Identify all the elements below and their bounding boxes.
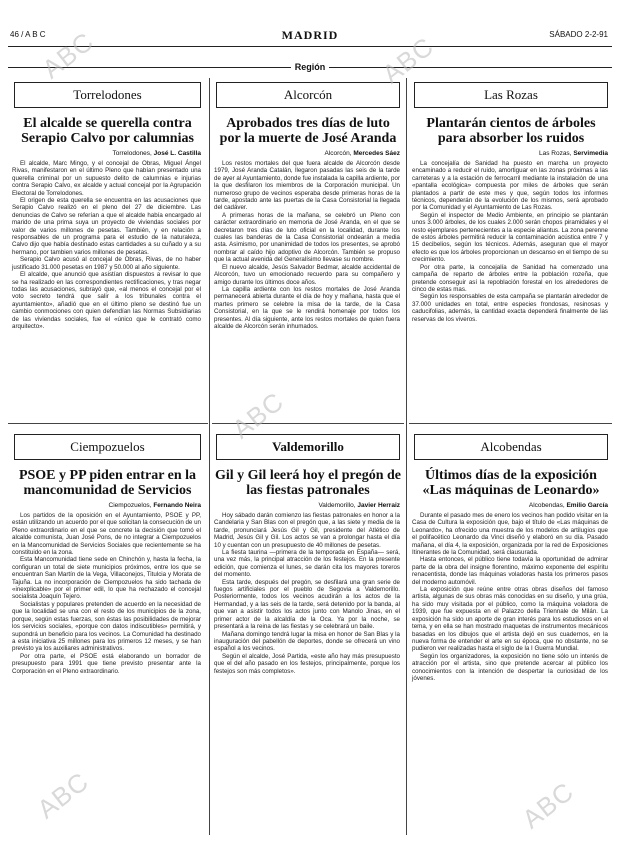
page-number: 46 / A B C xyxy=(10,30,46,39)
paragraph: La concejalía de Sanidad ha puesto en marcha un proyecto encaminado a reducir el ruido, amortiguar en las zonas próximas a las carreteras y a la estación de ferrocarril mediante la instalación de una «pantalla ecológica» compuesta por miles de árboles que serán plantados a partir de este mes y que, según todos los informes técnicos, dependerán de la evolución de los mismos, será aprobado por la Comunidad y el Ayuntamiento de Las Rozas. xyxy=(412,160,608,212)
paragraph: Hoy sábado darán comienzo las fiestas patronales en honor a la Candelaria y San Blas con el pregón que, a las siete y media de la tarde, pronunciará Jesús Gil y Gil, presidente del Atlético de Madrid, Jesús Gil y Gil. Los actos se van a prolongar hasta el día 10 y cuentan con un presupuesto de 40 millones de pesetas. xyxy=(214,512,400,549)
paragraph: Por otra parte, la concejalía de Sanidad ha comenzado una campaña de reparto de árboles entre la población rozeña, que pretende conseguir así la repoblación forestal en los alrededores de cinco de estas mas. xyxy=(412,263,608,293)
article-body xyxy=(212,512,404,675)
watermark: ABC xyxy=(516,775,580,835)
article-body xyxy=(410,512,612,682)
byline-author: Mercedes Sáez xyxy=(353,150,400,157)
paragraph: Esta Mancomunidad tiene sede en Chinchón y, hasta la fecha, la configuran un total de siete municipios próximos, entre los que se encuentran San Martín de la Vega, Villaconejos, Titulcia y Morata de Tajuña. La no incorporación de Ciempozuelos ha sido tachada de «inexplicable» por el primer edil, lo que ha rechazado el concejal socialista Joaquín Tejero. xyxy=(12,556,201,601)
subsection-caption xyxy=(0,62,620,72)
byline xyxy=(410,502,612,509)
byline-place: Torrelodones, xyxy=(112,150,152,157)
article-body xyxy=(212,160,404,330)
story-divider xyxy=(409,423,612,424)
byline-author: Fernando Neira xyxy=(153,502,201,509)
town-box: Ciempozuelos xyxy=(14,434,201,460)
paragraph: El alcalde, Marc Mingo, y el concejal de Obras, Miguel Ángel Rivas, manifestaron en el último Pleno que habían presentado una querella criminal por un supuesto delito de calumnias e injurias contra Serapio Calvo, ex alcalde y actual concejal por la Agrupación Electoral de Torrelodones. xyxy=(12,160,201,197)
article-body xyxy=(10,160,205,330)
paragraph: Los restos mortales del que fuera alcalde de Alcorcón desde 1979, José Aranda Catalán, llegaron pasadas las seis de la tarde de ayer al Ayuntamiento, donde fue instalada la capilla ardiente, por la que desfilaron los miembros de la Corporación municipal. Un numeroso grupo de vecinos esperaba desde primeras horas de la tarde, apostado ante las puertas de la Casa Consistorial la llegada del cadáver. xyxy=(214,160,400,212)
issue-date: SÁBADO 2-2-91 xyxy=(549,30,608,39)
article-las-rozas xyxy=(410,76,612,323)
article-ciempozuelos xyxy=(10,428,205,675)
watermark: ABC xyxy=(31,765,95,825)
paragraph: Según los organizadores, la exposición no tiene sólo un interés de atracción por el artista, sino que pretende acercar al público los conocimientos con la intención de despertar la curiosidad de los jóvenes. xyxy=(412,652,608,682)
watermark: ABC xyxy=(36,25,100,85)
subsection-title: Región xyxy=(291,62,330,72)
paragraph: Mañana domingo tendrá lugar la misa en honor de San Blas y la inauguración del pabellón de deportes, donde se ofrecerá un vino español a los vecinos. xyxy=(214,630,400,653)
paragraph: La capilla ardiente con los restos mortales de José Aranda permanecerá abierta durante el día de hoy y mañana, hasta que el martes primero se celebre la misa de la tarde, de la Casa Consistorial, en la que se le rendirá homenaje por todos los presentes. Al día siguiente, ante los restos mortales de quien fuera alcalde de Alcorcón serán inhumados. xyxy=(214,285,400,330)
byline-author: Javier Herraiz xyxy=(357,502,400,509)
headline: Plantarán cientos de árboles para absorber los ruidos xyxy=(426,116,596,146)
article-alcobendas xyxy=(410,428,612,682)
paragraph: El alcalde, que anunció que asistían dispuestos a revisar lo que se ha realizado en las correspondientes rectificaciones, y tras negar todas las acusaciones, subrayó que, «al menos el concejal por el voto secreto tendrá que salir a los tribunales contra el ayuntamiento», añadió que en el último pleno se destinó fue un cambio conmociones con quien defendían las Normas Subsidiarias de las viviendas sociales, fue el «único que le contrató como arquitecto». xyxy=(12,271,201,330)
article-alcorcon xyxy=(212,76,404,330)
byline-place: Valdemorillo, xyxy=(318,502,356,509)
article-valdemorillo xyxy=(212,428,404,675)
byline xyxy=(410,150,612,157)
paragraph: Según los responsables de esta campaña se plantarán alrededor de 37.000 unidades en total, entre especies frondosas, resinosas y caducifolias, además, la cantidad exacta dependerá finalmente de las reservas de los viveros. xyxy=(412,293,608,323)
town-box: Las Rozas xyxy=(414,82,608,108)
paragraph: A primeras horas de la mañana, se celebró un Pleno con carácter extraordinario en memoria de José Aranda, en el que se decretaron tres días de luto oficial en la localidad, durante los cuales las banderas de la Casa Consistorial ondearán a media asta. Asimismo, por unanimidad de todos los presentes, se aprobó nombrar al caído hijo adoptivo de Alcorcón. También se propuso que la actual avenida del Generalísimo llevase su nombre. xyxy=(214,211,400,264)
byline-place: Alcobendas, xyxy=(528,502,565,509)
paragraph: La fiesta taurina —primera de la temporada en España— será, una vez más, la principal atracción de los festejos. En la presente edición, que comienza el lunes, se darán cita los mayores toreros del momento. xyxy=(214,549,400,579)
byline xyxy=(10,502,205,509)
byline-place: Las Rozas, xyxy=(538,150,572,157)
headline: Últimos días de la exposición «Las máquinas de Leonardo» xyxy=(422,468,600,498)
paragraph: Según el alcalde, José Partida, «este año hay más presupuesto que el del año pasado en los festejos, principalmente, porque los festejos son más completos». xyxy=(214,652,400,675)
byline xyxy=(10,150,205,157)
byline-author: José L. Castilla xyxy=(153,150,201,157)
paragraph: Según el inspector de Medio Ambiente, en principio se plantarán unos 3.000 árboles, de los cuales 2.000 serán chopos piramidales y el resto ejemplares pertenecientes a la especie aliantus. La zona perenne de estos árboles permitirá reducir la contaminación acústica entre 7 y 15 decibelios, según los técnicos. Además, aseguran que el mayor efecto es que los árboles proporcionan un descanso en el tiempo de su crecimiento. xyxy=(412,211,608,264)
byline xyxy=(212,502,404,509)
watermark: ABC xyxy=(226,385,290,445)
page-header xyxy=(8,30,612,42)
byline-place: Alcorcón, xyxy=(324,150,352,157)
paragraph: Esta tarde, después del pregón, se desfilará una gran serie de fuegos artificiales por el pueblo de Segovia a Valdemorillo. Posteriormente, todos los vecinos acudirán a los actos de la Hermandad, y a las seis de la tarde, será detenido por la banda, al que van a asistir todos los actos junto con Manolo Jinas, en el primer actor de la alcaldía de la Oca. Ya por la noche, se presentará a la reina de las fiestas y se celebrará un baile. xyxy=(214,578,400,631)
town-box: Valdemorillo xyxy=(216,434,400,460)
paragraph: Serapio Calvo acusó al concejal de Obras, Rivas, de no haber justificado 31.000 pesetas en 1987 y 50.000 al año siguiente. xyxy=(12,256,201,271)
headline: Gil y Gil leerá hoy el pregón de las fiestas patronales xyxy=(214,468,401,498)
paragraph: Por otra parte, el PSOE está elaborando un borrador de presupuesto para 1991 que tiene previsto presentar ante la Corporación en el Pleno extraordinario. xyxy=(12,652,201,675)
paragraph: La exposición que reúne entre otras obras diseños del famoso artista, algunas de sus obras más conocidas en su diseño, y una grúa, ha sido muy visitada por el público, como la máquina voladora de 1939, que fue expuesta en el Palazzo della Triennale de Milán. La exposición ha sido un aporte de gran interés para los estudiosos en el tema, y en ella se han mostrado maquetas de instrumentos mecánicos basadas en los dibujos que el artista dejó en sus cuadernos, en la nueva forma de entender el arte en su época, que no obstante, no se pudieron ver realizadas hasta el siglo de la I Guerra Mundial. xyxy=(412,586,608,653)
byline-author: Servimedia xyxy=(573,150,608,157)
byline-place: Ciempozuelos, xyxy=(108,502,152,509)
article-body xyxy=(410,160,612,323)
section-title: MADRID xyxy=(281,28,339,42)
header-rule xyxy=(8,46,612,47)
paragraph: Hasta entonces, el público tiene todavía la oportunidad de admirar parte de la obra del insigne florentino, máximo exponente del espíritu renacentista, donde las máquinas voladoras hasta los primeros pasos del moderno automóvil. xyxy=(412,556,608,586)
byline-author: Emilio García xyxy=(566,502,608,509)
paragraph: Los partidos de la oposición en el Ayuntamiento, PSOE y PP, están utilizando un acuerdo por el que solicitan la consecución de un Pleno extraordinario en el que se concrete la decisión que tomó el alcalde comunista, Juan José Pons, de no integrar a Ciempozuelos en la Mancomunidad de Servicios Sociales que recientemente se ha constituido en la zona. xyxy=(12,512,201,557)
headline: PSOE y PP piden entrar en la mancomunidad de Servicios xyxy=(18,468,197,498)
town-box: Torrelodones xyxy=(14,82,201,108)
paragraph: Socialistas y populares pretenden de acuerdo en la necesidad de que la localidad se una con el resto de los municipios de la zona, porque, según estas fuerzas, son éstas las posibilidades de mejorar los servicios sociales, «porque con datos indiscutibles» permitirá, y supondrá un beneficio para los vecinos. La Comunidad ha destinado a esta iniciativa 25 millones para los primeros 12 meses, y se han previsto ya los auxiliares administrativos. xyxy=(12,600,201,653)
story-divider xyxy=(8,423,208,424)
column-divider xyxy=(209,78,210,835)
article-body xyxy=(10,512,205,675)
article-torrelodones xyxy=(10,76,205,330)
paragraph: El nuevo alcalde, Jesús Salvador Bedmar, alcalde accidental de Alcorcón, tuvo un emocionado recuerdo para su compañero y amigo durante los últimos doce años. xyxy=(214,263,400,286)
paragraph: El origen de esta querella se encuentra en las acusaciones que Serapio Calvo realizó en el pleno del 27 de diciembre. Las denuncias de Calvo se referían a que el alcalde había encargado al marido de una prima suya un proyecto de viviendas sociales por valor de varios millones de pesetas. También, y en relación a responsables de un programa para el estudio de la naturaleza, Calvo dijo que había destinado estas cantidades a su cuñado y a su hermano, por tambien varios millones de pesetas. xyxy=(12,197,201,256)
headline: Aprobados tres días de luto por la muerte de José Aranda xyxy=(219,116,397,146)
watermark: ABC xyxy=(376,30,440,90)
column-divider xyxy=(406,78,407,835)
headline: El alcalde se querella contra Serapio Calvo por calumnias xyxy=(21,116,194,146)
paragraph: Durante el pasado mes de enero los vecinos han podido visitar en la Casa de Cultura la exposición que, bajo el título de «Las máquinas de Leonardo», ha ofrecido una muestra de los modelos de artilugios que el polifacético Leonardo da Vinci diseñó y elaboró en su día. Pasado mañana, el día 4, la exposición, organizada por la red de Exposiciones Itinerantes de la Comunidad, será clausurada. xyxy=(412,512,608,557)
town-box: Alcorcón xyxy=(216,82,400,108)
byline xyxy=(212,150,404,157)
town-box: Alcobendas xyxy=(414,434,608,460)
